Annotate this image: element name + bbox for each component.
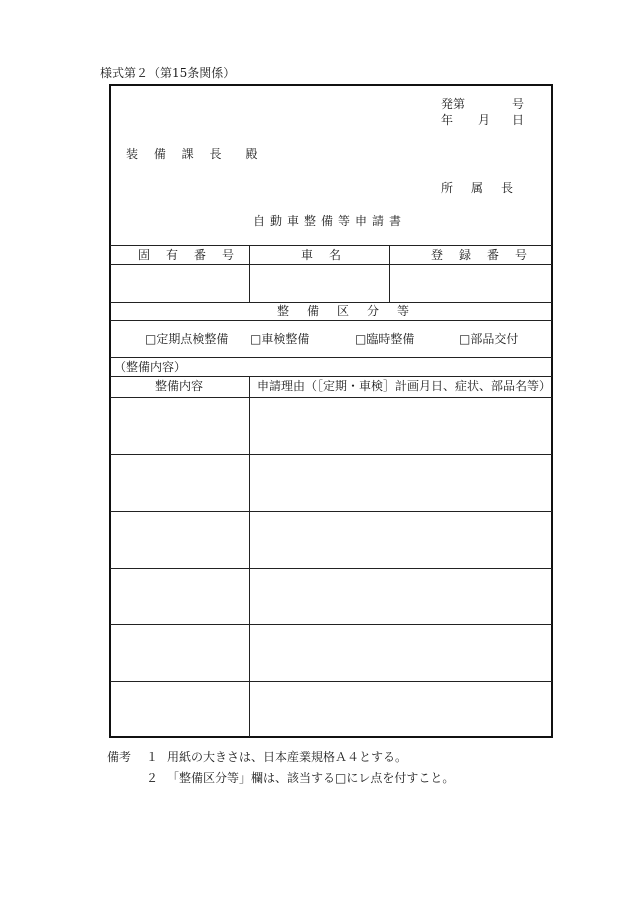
issue-number-suffix: 号 xyxy=(512,97,525,111)
details-row-line-2 xyxy=(110,511,552,512)
vehicle-table-top-line xyxy=(110,245,552,246)
note-2-number: ２ xyxy=(146,771,159,785)
category-bottom-line xyxy=(110,357,552,358)
form-title: 自動車整備等申請書 xyxy=(253,214,407,228)
date-year-label: 年 xyxy=(441,113,454,127)
details-header-line xyxy=(110,397,552,398)
notes-label: 備考 xyxy=(107,750,132,764)
details-header-reason: 申請理由（［定期・車検］計画月日、症状、部品名等） xyxy=(257,379,552,393)
details-header-content: 整備内容 xyxy=(155,379,204,393)
note-1-number: １ xyxy=(146,750,159,764)
details-section-label: （整備内容） xyxy=(114,360,187,374)
details-label-line xyxy=(110,376,552,377)
option-vehicle-inspection[interactable]: □車検整備 xyxy=(250,332,310,346)
option-periodic-inspection[interactable]: □定期点検整備 xyxy=(145,332,229,346)
option-parts-delivery[interactable]: □部品交付 xyxy=(459,332,519,346)
addressee: 装 備 課 長 殿 xyxy=(126,147,264,161)
date-day-label: 日 xyxy=(512,113,525,127)
form-label: 様式第２（第15条関係） xyxy=(100,66,236,80)
header-serial-number: 固 有 番 号 xyxy=(138,248,237,262)
sender-title: 所 属 長 xyxy=(441,181,517,195)
category-heading-line xyxy=(110,320,552,321)
issue-number-prefix: 発第 xyxy=(441,97,466,111)
details-row-line-4 xyxy=(110,624,552,625)
details-row-line-1 xyxy=(110,454,552,455)
vehicle-table-divider-2 xyxy=(389,245,390,302)
note-2-text: 「整備区分等」欄は、該当する□にレ点を付すこと。 xyxy=(167,771,455,785)
date-month-label: 月 xyxy=(478,113,491,127)
option-temporary-maintenance[interactable]: □臨時整備 xyxy=(355,332,415,346)
header-registration-number: 登 録 番 号 xyxy=(431,248,530,262)
details-row-line-3 xyxy=(110,568,552,569)
details-column-divider xyxy=(249,376,250,737)
details-row-line-5 xyxy=(110,681,552,682)
category-heading: 整 備 区 分 等 xyxy=(277,304,413,318)
note-1-text: 用紙の大きさは、日本産業規格Ａ４とする。 xyxy=(167,750,408,764)
header-vehicle-name: 車 名 xyxy=(301,248,344,262)
vehicle-table-bottom-line xyxy=(110,302,552,303)
vehicle-table-header-line xyxy=(110,264,552,265)
vehicle-table-divider-1 xyxy=(249,245,250,302)
